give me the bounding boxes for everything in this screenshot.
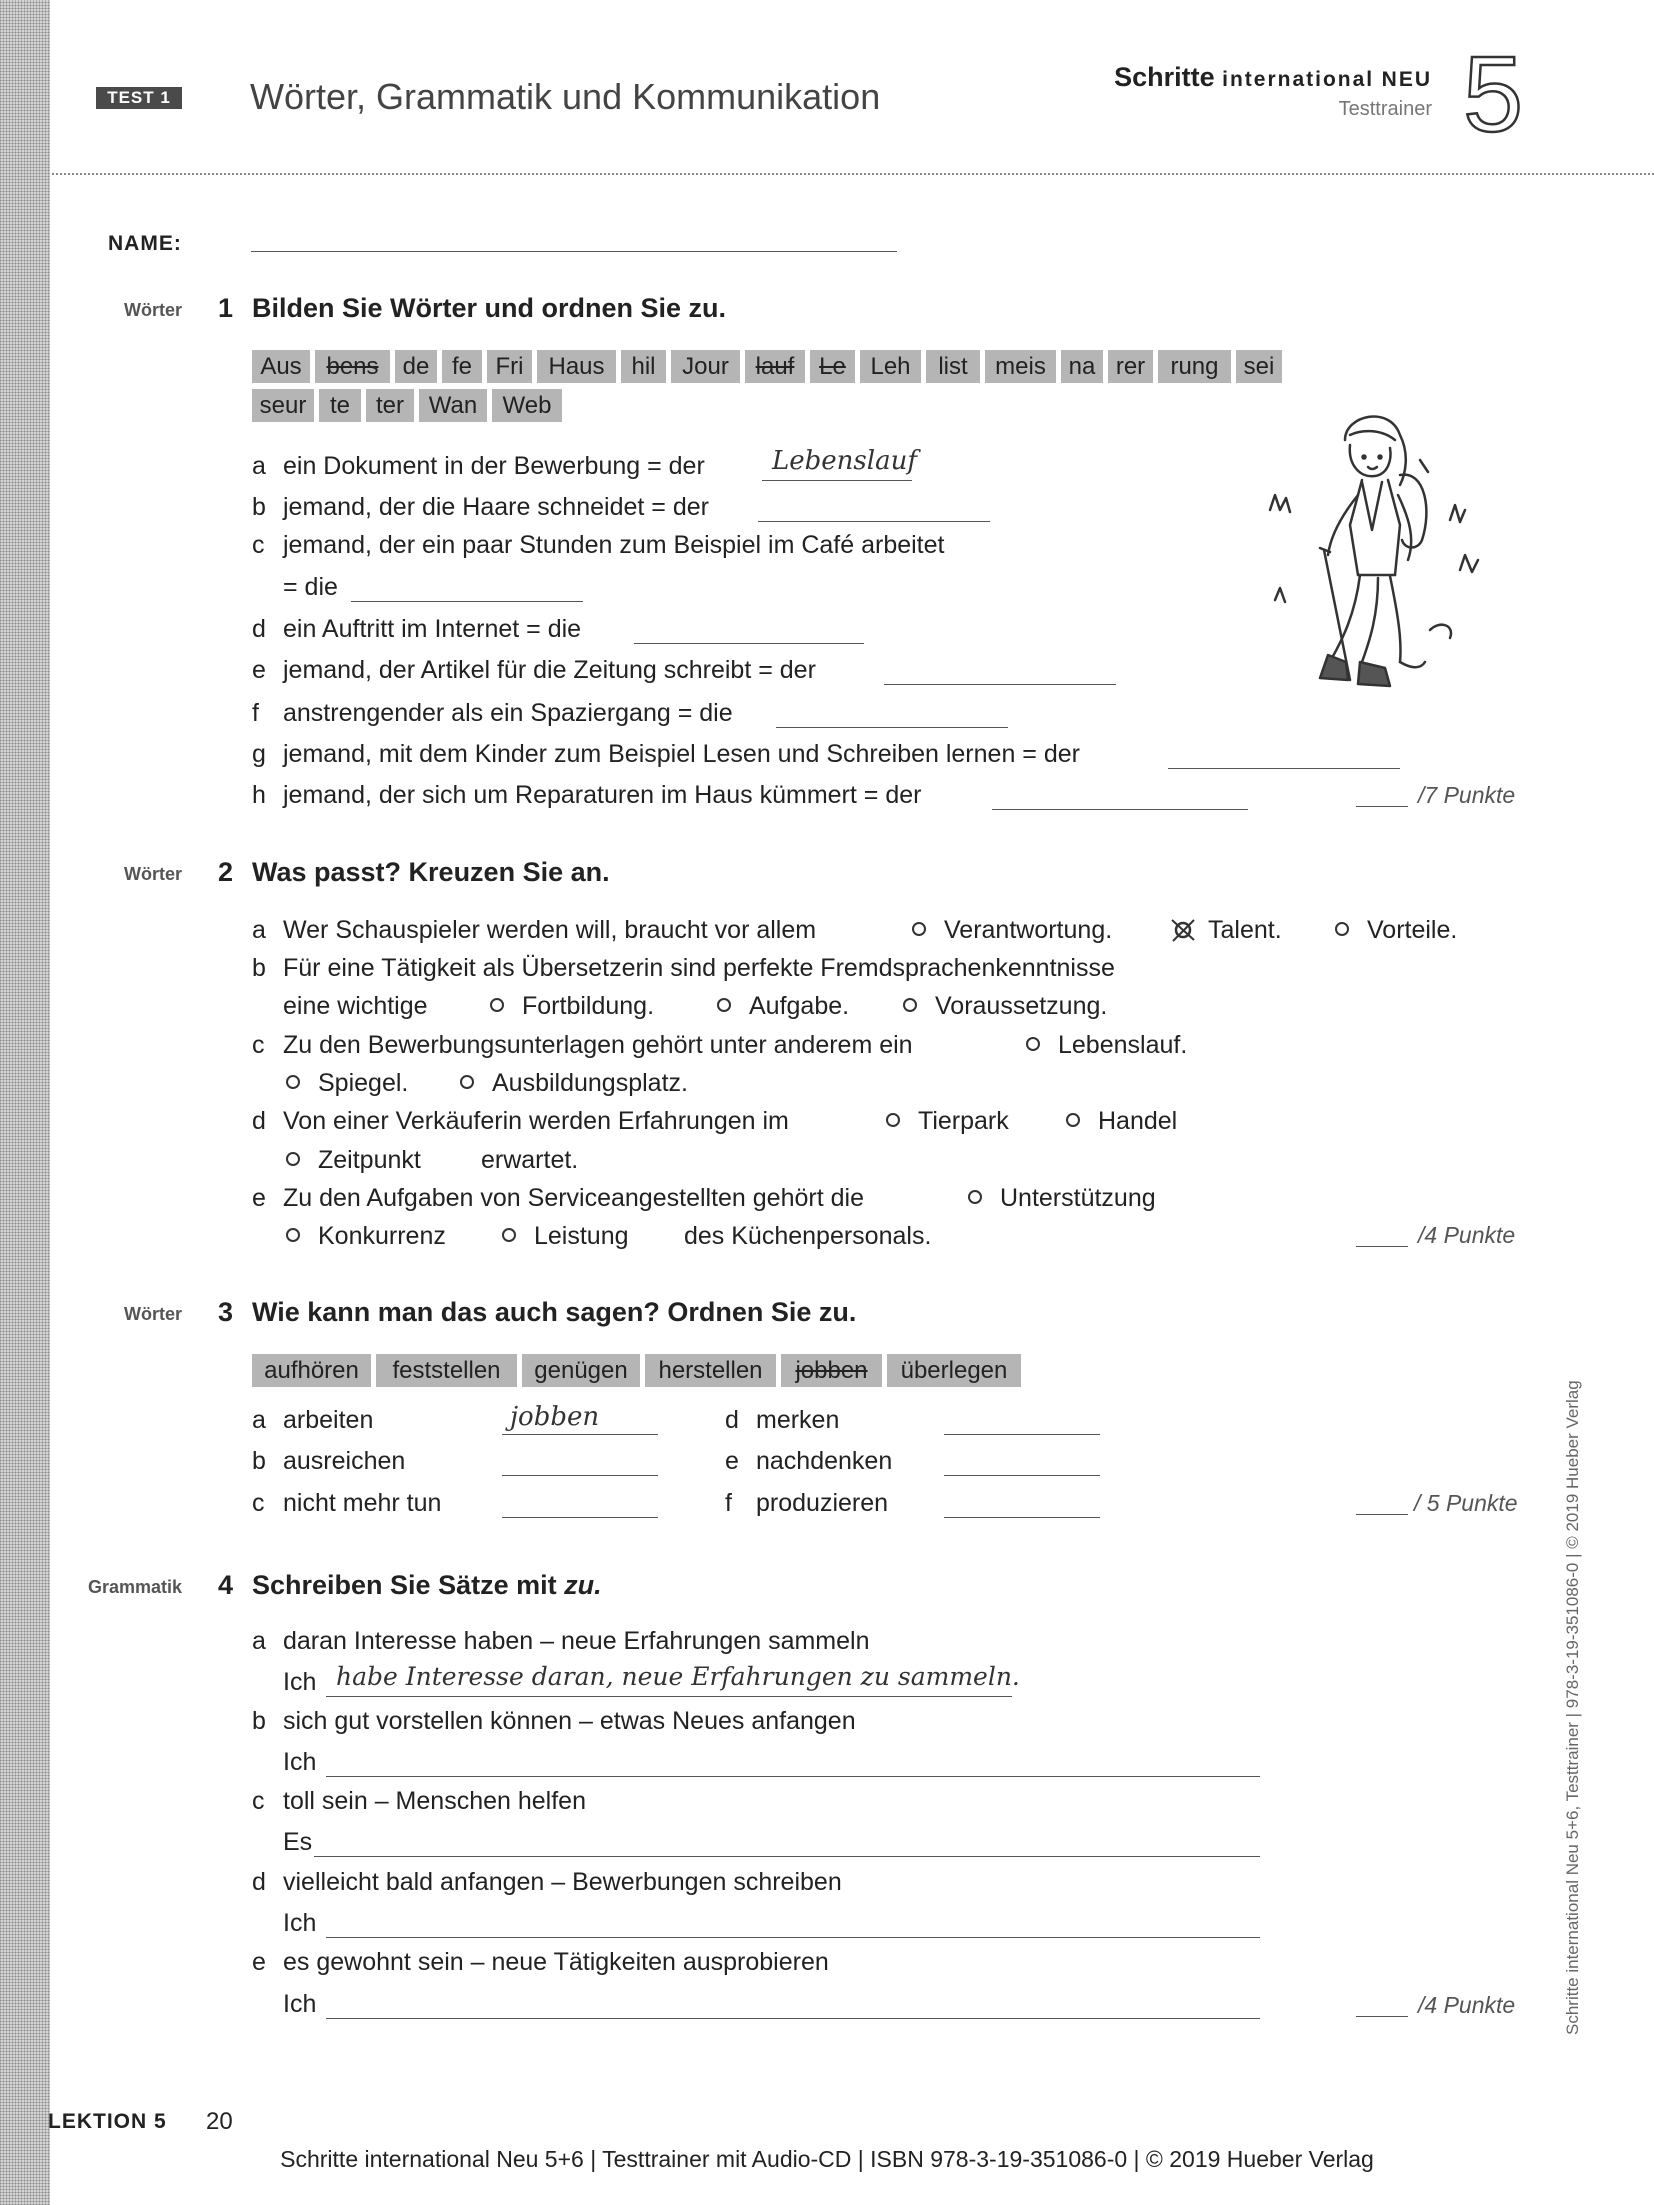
item-text: merken	[756, 1406, 840, 1434]
item-letter: a	[252, 1406, 266, 1434]
points-label: /4 Punkte	[1418, 1992, 1516, 2018]
item-letter: c	[252, 1031, 265, 1059]
syllable-tile: bens	[315, 350, 390, 383]
points-label: /4 Punkte	[1418, 1222, 1516, 1248]
sentence-start: Es	[283, 1828, 313, 1856]
sentence-start: Ich	[283, 1748, 317, 1776]
item-letter: d	[252, 1868, 266, 1896]
syllable-tile: Jour	[671, 350, 740, 383]
syllable-tile: te	[319, 389, 361, 422]
exercise-3-title: Wie kann man das auch sagen? Ordnen Sie zu.	[252, 1297, 857, 1327]
item-letter: c	[252, 1489, 265, 1517]
radio-option[interactable]	[286, 1228, 300, 1242]
radio-option[interactable]	[886, 1113, 900, 1127]
brand-subtitle: Testtrainer	[1338, 98, 1432, 120]
exercise-2-title: Was passt? Kreuzen Sie an.	[252, 857, 610, 887]
radio-option[interactable]	[1066, 1113, 1080, 1127]
brand-name	[1000, 62, 1432, 93]
word-tile: feststellen	[376, 1354, 517, 1387]
header-divider	[52, 173, 1654, 175]
answer-line[interactable]	[634, 643, 864, 644]
item-continuation: = die	[283, 573, 338, 601]
answer-line[interactable]	[1168, 768, 1400, 769]
footer-credit: Schritte international Neu 5+6 | Testtrainer mit Audio-CD | ISBN 978-3-19-351086-0 | © 2019 Hueber Verlag	[280, 2146, 1374, 2172]
item-letter: e	[252, 1184, 266, 1212]
item-letter: c	[252, 1787, 265, 1815]
exercise-2-number: 2	[218, 857, 234, 887]
answer-line[interactable]	[776, 727, 1008, 728]
brand-part-1: Schritte	[1114, 62, 1215, 92]
answer-line[interactable]	[326, 1937, 1260, 1938]
answer-line[interactable]	[326, 1696, 1012, 1697]
points-line[interactable]	[1356, 1246, 1408, 1247]
item-text: anstrengender als ein Spaziergang = die	[283, 699, 733, 727]
option-label: Unterstützung	[1000, 1184, 1156, 1212]
item-prompt: sich gut vorstellen können – etwas Neues anfangen	[283, 1707, 856, 1735]
item-prompt: daran Interesse haben – neue Erfahrungen sammeln	[283, 1627, 870, 1655]
syllable-tile: seur	[252, 389, 314, 422]
syllable-tile: rer	[1108, 350, 1153, 383]
item-tail: erwartet.	[481, 1146, 579, 1174]
option-label: Ausbildungsplatz.	[492, 1069, 688, 1097]
syllable-tile: Haus	[537, 350, 616, 383]
option-label: Vorteile.	[1367, 916, 1458, 944]
answer-line[interactable]	[326, 1776, 1260, 1777]
radio-option[interactable]	[903, 998, 917, 1012]
answer-line[interactable]	[944, 1434, 1100, 1435]
points-label: /7 Punkte	[1418, 782, 1516, 808]
option-label: Konkurrenz	[318, 1222, 446, 1250]
item-text: jemand, der ein paar Stunden zum Beispiel im Café arbeitet	[283, 531, 945, 559]
option-label: Aufgabe.	[749, 992, 850, 1020]
syllable-tile: sei	[1236, 350, 1282, 383]
exercise-4-title-main: Schreiben Sie Sätze mit	[252, 1570, 557, 1600]
radio-option[interactable]	[460, 1075, 474, 1089]
item-text: ausreichen	[283, 1447, 406, 1475]
item-text: jemand, der die Haare schneidet = der	[283, 493, 709, 521]
radio-option[interactable]	[912, 922, 926, 936]
syllable-tile: list	[926, 350, 980, 383]
item-letter: e	[252, 656, 266, 684]
item-letter: h	[252, 781, 266, 809]
option-label: Zeitpunkt	[318, 1146, 421, 1174]
radio-option[interactable]	[968, 1190, 982, 1204]
item-letter: a	[252, 452, 266, 480]
item-letter: d	[252, 1107, 266, 1135]
answer-line[interactable]	[992, 809, 1248, 810]
item-text: ein Auftritt im Internet = die	[283, 615, 582, 643]
item-text-continued: eine wichtige	[283, 992, 428, 1020]
item-prompt: es gewohnt sein – neue Tätigkeiten ausprobieren	[283, 1948, 829, 1976]
copyright-side-text: Schritte international Neu 5+6, Testtrainer | 978-3-19-351086-0 | © 2019 Hueber Verlag	[1563, 1380, 1582, 2035]
answer-line[interactable]	[944, 1475, 1100, 1476]
exercise-4-title-italic: zu.	[564, 1570, 602, 1600]
sentence-start: Ich	[283, 1668, 317, 1696]
syllable-tile: na	[1061, 350, 1103, 383]
left-margin-pattern	[0, 0, 50, 2205]
item-text: Zu den Aufgaben von Serviceangestellten gehört die	[283, 1184, 864, 1212]
name-label: NAME:	[108, 232, 182, 255]
item-letter: g	[252, 740, 266, 768]
answer-line[interactable]	[326, 2018, 1260, 2019]
page-number: 20	[206, 2108, 233, 2135]
word-tile: überlegen	[887, 1354, 1021, 1387]
option-label: Talent.	[1208, 916, 1282, 944]
option-label: Fortbildung.	[522, 992, 655, 1020]
item-text: nicht mehr tun	[283, 1489, 442, 1517]
word-tile: aufhören	[252, 1354, 371, 1387]
syllable-tile: rung	[1158, 350, 1231, 383]
item-text: Von einer Verkäuferin werden Erfahrungen im	[283, 1107, 789, 1135]
exercise-3-number: 3	[218, 1297, 234, 1327]
item-letter: d	[725, 1406, 739, 1434]
item-text: ein Dokument in der Bewerbung = der	[283, 452, 705, 480]
item-letter: b	[252, 1447, 266, 1475]
option-label: Handel	[1098, 1107, 1178, 1135]
syllable-tile: Le	[810, 350, 855, 383]
radio-option[interactable]	[286, 1152, 300, 1166]
points-line[interactable]	[1356, 1514, 1408, 1515]
exercise-3-category: Wörter	[124, 1304, 182, 1324]
syllable-tile: hil	[621, 350, 666, 383]
exercise-2-category: Wörter	[124, 864, 182, 884]
item-letter: d	[252, 615, 266, 643]
answer-line[interactable]	[502, 1434, 658, 1435]
word-tile: herstellen	[645, 1354, 776, 1387]
handwritten-answer: habe Interesse daran, neue Erfahrungen zu sammeln.	[336, 1662, 1020, 1691]
syllable-tile: lauf	[745, 350, 805, 383]
answer-line[interactable]	[758, 521, 990, 522]
item-letter: e	[252, 1948, 266, 1976]
option-label: Verantwortung.	[944, 916, 1113, 944]
radio-option[interactable]	[1335, 922, 1349, 936]
lesson-label: LEKTION 5	[48, 2110, 167, 2133]
radio-option[interactable]	[502, 1228, 516, 1242]
radio-option[interactable]	[490, 998, 504, 1012]
radio-option[interactable]	[1026, 1037, 1040, 1051]
item-letter: f	[725, 1489, 732, 1517]
radio-option[interactable]	[717, 998, 731, 1012]
points-line[interactable]	[1356, 2016, 1408, 2017]
item-letter: a	[252, 916, 266, 944]
page-title: Wörter, Grammatik und Kommunikation	[250, 76, 881, 117]
sentence-start: Ich	[283, 1990, 317, 2018]
item-letter: a	[252, 1627, 266, 1655]
exercise-1-category: Wörter	[124, 300, 182, 320]
exercise-4-title	[252, 1570, 602, 1601]
syllable-tile: ter	[366, 389, 414, 422]
option-label: Tierpark	[918, 1107, 1009, 1135]
syllable-tile: Web	[492, 389, 562, 422]
item-letter: b	[252, 493, 266, 521]
chapter-number: 5	[1463, 33, 1524, 154]
sentence-start: Ich	[283, 1909, 317, 1937]
item-text: Wer Schauspieler werden will, braucht vor allem	[283, 916, 817, 944]
item-text: produzieren	[756, 1489, 889, 1517]
option-label: Spiegel.	[318, 1069, 409, 1097]
word-tile: jobben	[781, 1354, 882, 1387]
brand-part-2: international	[1222, 68, 1375, 91]
radio-option[interactable]	[286, 1075, 300, 1089]
answer-line[interactable]	[884, 684, 1116, 685]
exercise-1-number: 1	[218, 293, 234, 323]
exercise-4-number: 4	[218, 1570, 234, 1600]
exercise-1-title: Bilden Sie Wörter und ordnen Sie zu.	[252, 293, 727, 323]
syllable-tile: de	[395, 350, 437, 383]
option-label: Lebenslauf.	[1058, 1031, 1188, 1059]
syllable-tile: Aus	[252, 350, 310, 383]
item-text: jemand, der sich um Reparaturen im Haus kümmert = der	[283, 781, 922, 809]
item-text: Für eine Tätigkeit als Übersetzerin sind perfekte Fremdsprachenkenntnisse	[283, 954, 1115, 982]
hiker-illustration	[1250, 400, 1500, 700]
item-letter: c	[252, 531, 265, 559]
test-badge: TEST 1	[96, 87, 182, 109]
checked-option-cross[interactable]	[1170, 917, 1196, 943]
item-text: Zu den Bewerbungsunterlagen gehört unter anderem ein	[283, 1031, 913, 1059]
item-letter: f	[252, 699, 259, 727]
item-text: jemand, der Artikel für die Zeitung schreibt = der	[283, 656, 816, 684]
exercise-4-category: Grammatik	[87, 1577, 182, 1597]
answer-line[interactable]	[762, 480, 912, 481]
syllable-tile: Fri	[487, 350, 532, 383]
item-text: jemand, mit dem Kinder zum Beispiel Lesen und Schreiben lernen = der	[283, 740, 1080, 768]
points-line[interactable]	[1356, 806, 1408, 807]
item-letter: e	[725, 1447, 739, 1475]
points-label: / 5 Punkte	[1414, 1490, 1518, 1516]
option-label: Leistung	[534, 1222, 629, 1250]
answer-line[interactable]	[314, 1856, 1260, 1857]
answer-line[interactable]	[351, 601, 583, 602]
syllable-tile: meis	[985, 350, 1056, 383]
answer-line[interactable]	[502, 1475, 658, 1476]
item-letter: b	[252, 954, 266, 982]
handwritten-answer: Lebenslauf	[772, 446, 917, 476]
item-tail: des Küchenpersonals.	[684, 1222, 932, 1250]
item-prompt: toll sein – Menschen helfen	[283, 1787, 586, 1815]
item-letter: b	[252, 1707, 266, 1735]
syllable-tile: fe	[442, 350, 482, 383]
syllable-tile: Wan	[419, 389, 487, 422]
name-input-line[interactable]	[251, 251, 897, 252]
answer-line[interactable]	[502, 1517, 658, 1518]
handwritten-answer: jobben	[510, 1402, 600, 1432]
word-tile: genügen	[522, 1354, 640, 1387]
brand-part-3: NEU	[1381, 68, 1432, 91]
option-label: Voraussetzung.	[935, 992, 1108, 1020]
item-text: nachdenken	[756, 1447, 893, 1475]
answer-line[interactable]	[944, 1517, 1100, 1518]
item-prompt: vielleicht bald anfangen – Bewerbungen schreiben	[283, 1868, 842, 1896]
syllable-tile: Leh	[860, 350, 921, 383]
item-text: arbeiten	[283, 1406, 374, 1434]
